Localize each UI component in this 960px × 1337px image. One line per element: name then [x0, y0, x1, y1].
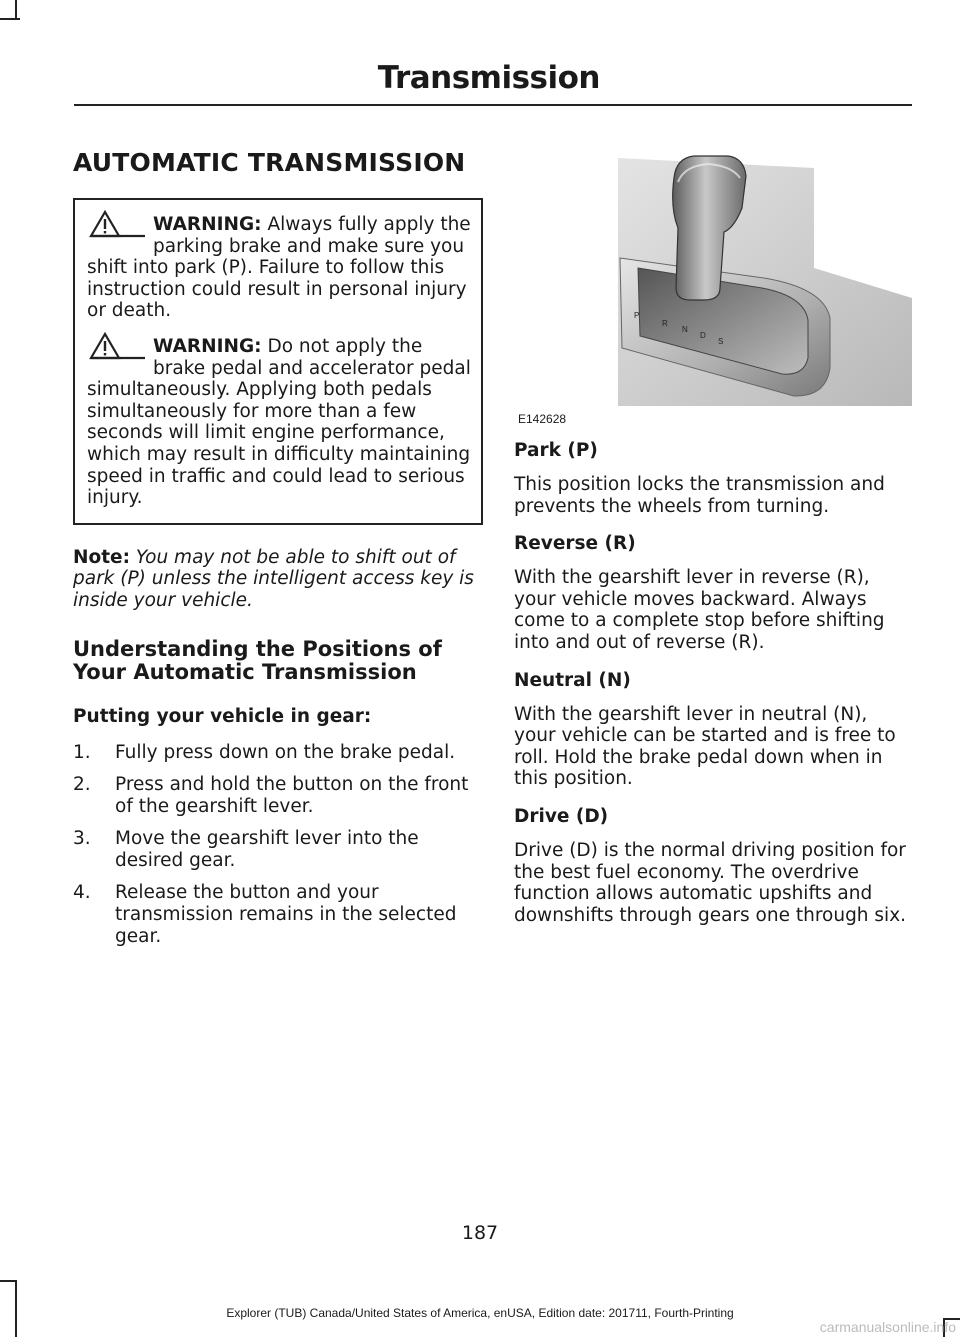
steps-list — [73, 742, 483, 948]
header-rule — [74, 104, 912, 106]
park-heading: Park (P) — [514, 440, 598, 461]
steps-heading: Putting your vehicle in gear: — [73, 705, 372, 727]
page-number: 187 — [461, 1222, 499, 1244]
crop-mark — [0, 18, 20, 20]
reverse-heading: Reverse (R) — [514, 533, 636, 555]
page-footer: Explorer (TUB) Canada/United States of America, enUSA, Edition date: 201711, Fourth-Printing — [226, 1306, 734, 1320]
left-column — [73, 148, 483, 958]
list-item: 3. Move the gearshift lever into the desired gear. — [73, 828, 419, 871]
note-label: Note: — [73, 546, 130, 568]
subsection-title: Understanding the Positions of Your Automatic Transmission — [73, 636, 442, 684]
gear-letter-p: P — [634, 311, 640, 320]
warning-label: WARNING: — [153, 214, 262, 235]
list-item: 2. Press and hold the button on the front of the gearshift lever. — [73, 774, 469, 817]
drive-heading: Drive (D) — [514, 805, 609, 827]
list-item: 4. Release the button and your transmission remains in the selected gear. — [73, 882, 457, 947]
warning-text: Do not apply the brake pedal and accelerator pedal simultaneously. Applying both pedals simultaneously for more than a few seconds will limit engine performance, which may result in difficulty maintaining speed in traffic and could lead to serious injury. — [87, 335, 471, 509]
warning-label: WARNING: — [153, 335, 262, 357]
gear-letter-s: S — [718, 337, 724, 346]
gear-letter-r: R — [662, 319, 668, 328]
gear-letter-d: D — [700, 331, 706, 340]
gearshift-lever-image — [514, 148, 912, 406]
reverse-text: With the gearshift lever in reverse (R), your vehicle moves backward. Always come to a complete stop before shifting into and out of reverse (R). — [514, 567, 885, 653]
crop-mark — [0, 1280, 17, 1282]
crop-mark — [15, 0, 17, 20]
warning-text: Always fully apply the parking brake and make sure you shift into park (P). Failure to follow this instruction could result in personal injury or death. — [87, 214, 471, 322]
neutral-heading: Neutral (N) — [514, 669, 631, 691]
note — [73, 547, 483, 612]
warning-1 — [87, 214, 471, 322]
section-title: AUTOMATIC TRANSMISSION — [73, 148, 466, 177]
page-header-title: Transmission — [377, 60, 600, 96]
neutral-text: With the gearshift lever in neutral (N), your vehicle can be started and is free to roll. Hold the brake pedal down when in this position. — [514, 703, 896, 790]
right-column — [514, 148, 912, 926]
warning-triangle-icon — [87, 210, 147, 238]
gearshift-illustration — [514, 148, 912, 426]
list-item: 1. Fully press down on the brake pedal. — [73, 741, 456, 763]
note-text: You may not be able to shift out of park (P) unless the intelligent access key is inside your vehicle. — [73, 546, 474, 611]
warning-2 — [87, 336, 471, 509]
drive-text: Drive (D) is the normal driving position for the best fuel economy. The overdrive function allows automatic upshifts and downshifts through gears one through six. — [514, 839, 907, 926]
warning-box — [73, 198, 483, 525]
watermark: carmanualsonline.info — [819, 1319, 956, 1335]
warning-triangle-icon — [87, 332, 147, 360]
park-text: This position locks the transmission and prevents the wheels from turning. — [514, 474, 885, 517]
gear-letter-n: N — [682, 325, 688, 334]
figure-code: E142628 — [518, 412, 567, 426]
